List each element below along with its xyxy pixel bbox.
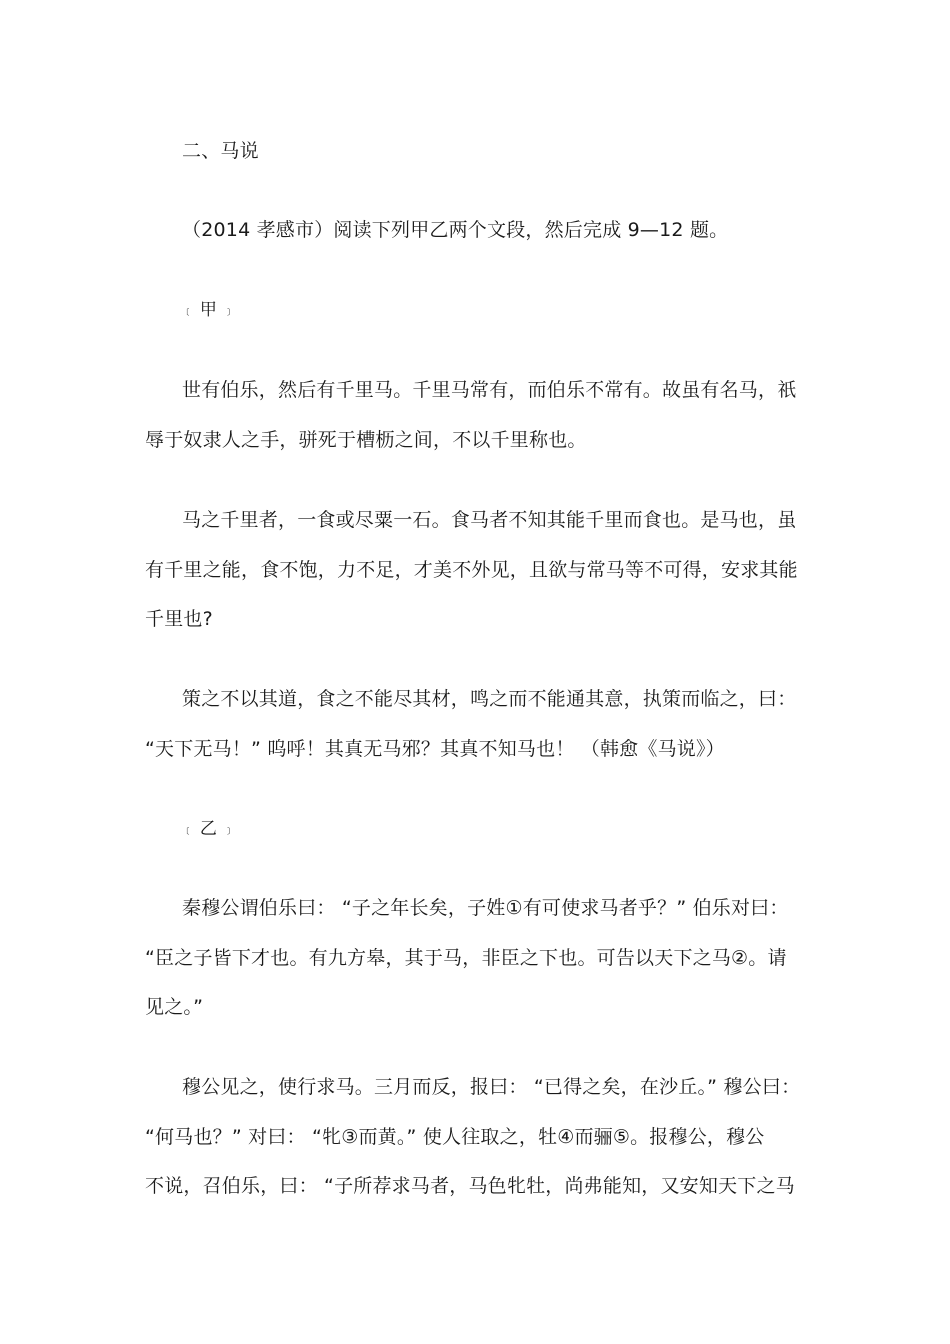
- paragraph-line: 穆公见之，使行求马。三月而反，报曰： “已得之矣，在沙丘。” 穆公曰：: [182, 1076, 801, 1098]
- paragraph-line: 世有伯乐，然后有千里马。千里马常有，而伯乐不常有。故虽有名马，祇: [182, 379, 797, 401]
- paragraph-line: 不说，召伯乐，曰： “子所荐求马者，马色牝牡，尚弗能知，又安知天下之马: [145, 1175, 795, 1197]
- paragraph-line: 千里也?: [145, 608, 213, 630]
- paragraph-line: “天下无马！” 呜呼！其真无马邪？其真不知马也！ （韩愈《马说》）: [145, 738, 725, 760]
- paragraph-line: 见之。”: [145, 996, 204, 1018]
- paragraph-line: 马之千里者，一食或尽粟一石。食马者不知其能千里而食也。是马也，虽: [182, 509, 797, 531]
- label-text: 乙: [199, 819, 218, 839]
- passage-yi-label: [182, 816, 847, 843]
- paragraph-line: 辱于奴隶人之手，骈死于槽枥之间，不以千里称也。: [145, 429, 587, 451]
- label-close-bracket: ﹞: [222, 823, 235, 837]
- paragraph-line: 策之不以其道，食之不能尽其材，鸣之而不能通其意，执策而临之，曰：: [182, 688, 797, 710]
- label-close-bracket: ﹞: [222, 304, 235, 318]
- paragraph-line: 有千里之能，食不饱，力不足，才美不外见，且欲与常马等不可得，安求其能: [145, 559, 798, 581]
- section-title: 二、马说: [182, 140, 259, 162]
- label-open-bracket: ﹝: [182, 304, 195, 318]
- label-open-bracket: ﹝: [182, 823, 195, 837]
- paragraph-line: “何马也？” 对曰： “牝③而黄。” 使人往取之，牡④而骊⑤。报穆公，穆公: [145, 1126, 765, 1148]
- paragraph-line: 秦穆公谓伯乐曰： “子之年长矣，子姓①有可使求马者乎？” 伯乐对曰：: [182, 897, 789, 919]
- section-intro: （2014 孝感市）阅读下列甲乙两个文段，然后完成 9—12 题。: [182, 219, 729, 241]
- paragraph-line: “臣之子皆下才也。有九方皋，其于马，非臣之下也。可告以天下之马②。请: [145, 947, 787, 969]
- passage-jia-label: [182, 297, 847, 324]
- label-text: 甲: [199, 300, 218, 320]
